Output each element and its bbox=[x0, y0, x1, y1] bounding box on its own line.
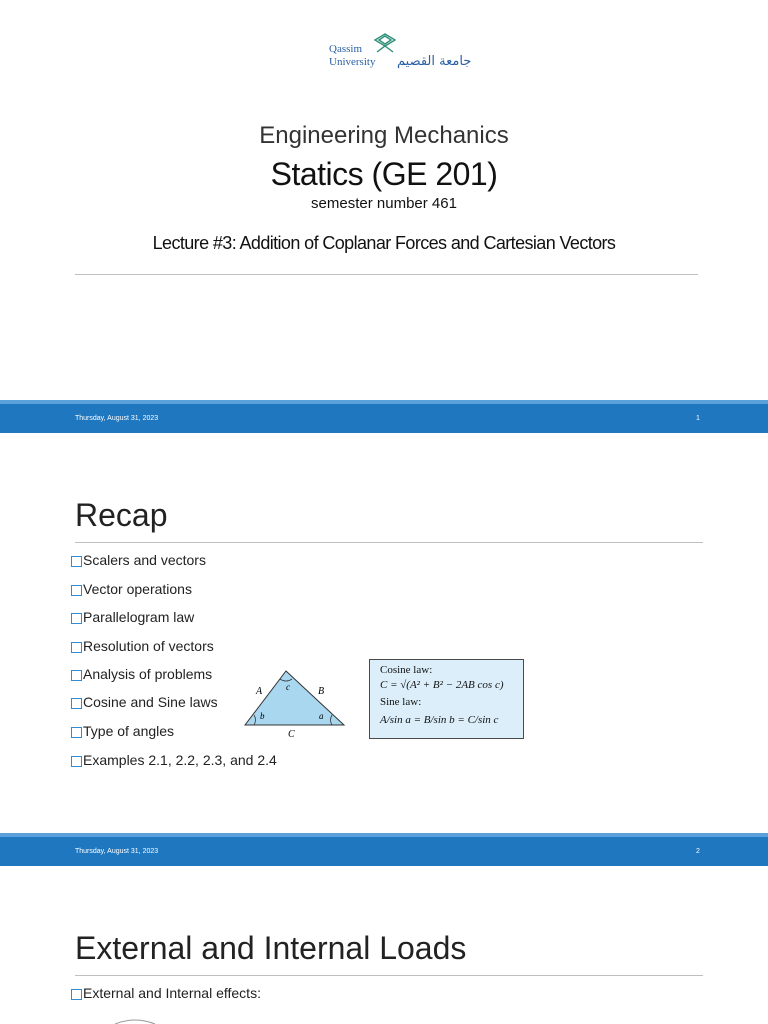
page-number: 1 bbox=[696, 415, 700, 422]
laws-box bbox=[369, 659, 524, 739]
subject-title: Engineering Mechanics bbox=[259, 122, 509, 149]
sine-law-label: Sine law: bbox=[380, 696, 422, 708]
slide-1-footer bbox=[0, 400, 768, 433]
triangle-diagram bbox=[240, 663, 350, 743]
bullet-box-icon bbox=[71, 698, 82, 709]
svg-text:C: C bbox=[288, 729, 295, 740]
sine-law-formula: A/sin a = B/sin b = C/sin c bbox=[380, 714, 499, 726]
qassim-university-logo bbox=[327, 32, 472, 74]
cosine-law-formula: C = √(A² + B² − 2AB cos c) bbox=[380, 679, 504, 691]
cosine-law-label: Cosine law: bbox=[380, 664, 433, 676]
slide-1 bbox=[0, 0, 768, 400]
svg-text:University: University bbox=[329, 56, 376, 68]
semester-text: semester number 461 bbox=[311, 195, 457, 212]
partial-figure bbox=[110, 1016, 170, 1024]
bullet-box-icon bbox=[71, 670, 82, 681]
footer-date: Thursday, August 31, 2023 bbox=[75, 415, 159, 422]
slide-title: External and Internal Loads bbox=[75, 930, 467, 966]
slide-title: Recap bbox=[75, 497, 168, 533]
page-number: 2 bbox=[696, 848, 700, 855]
footer-date: Thursday, August 31, 2023 bbox=[75, 848, 159, 855]
title-underline bbox=[75, 542, 703, 543]
bullet-box-icon bbox=[71, 613, 82, 624]
bullet-box-icon bbox=[71, 585, 82, 596]
svg-text:a: a bbox=[319, 711, 324, 721]
svg-text:B: B bbox=[318, 686, 325, 697]
svg-text:Qassim: Qassim bbox=[329, 43, 362, 55]
course-title: Statics (GE 201) bbox=[270, 156, 498, 192]
slide-2-footer bbox=[0, 833, 768, 866]
bullet-box-icon bbox=[71, 727, 82, 738]
svg-text:c: c bbox=[286, 682, 290, 692]
footer-stripe bbox=[0, 833, 768, 837]
bullet-box-icon bbox=[71, 556, 82, 567]
bullet-box-icon bbox=[71, 756, 82, 767]
divider bbox=[75, 274, 698, 275]
svg-text:b: b bbox=[260, 711, 265, 721]
slide-3: External and Internal Loads External and Internal effects: bbox=[0, 866, 768, 1024]
bullet-box-icon bbox=[71, 989, 82, 1000]
bullet-box-icon bbox=[71, 642, 82, 653]
slide-2: Recap Scalers and vectors Vector operations Parallelogram law Resolution of vectors Analysis of problems Cosine and Sine laws Type of angles Examples 2.1, 2.2, 2.3, and 2.4 A B C c b a bbox=[0, 433, 768, 833]
svg-text:A: A bbox=[256, 686, 263, 697]
footer-stripe bbox=[0, 400, 768, 404]
title-underline bbox=[75, 975, 703, 976]
svg-text:جامعة القصيم: جامعة القصيم bbox=[397, 54, 472, 69]
lecture-title: Lecture #3: Addition of Coplanar Forces and Cartesian Vectors bbox=[152, 233, 616, 253]
